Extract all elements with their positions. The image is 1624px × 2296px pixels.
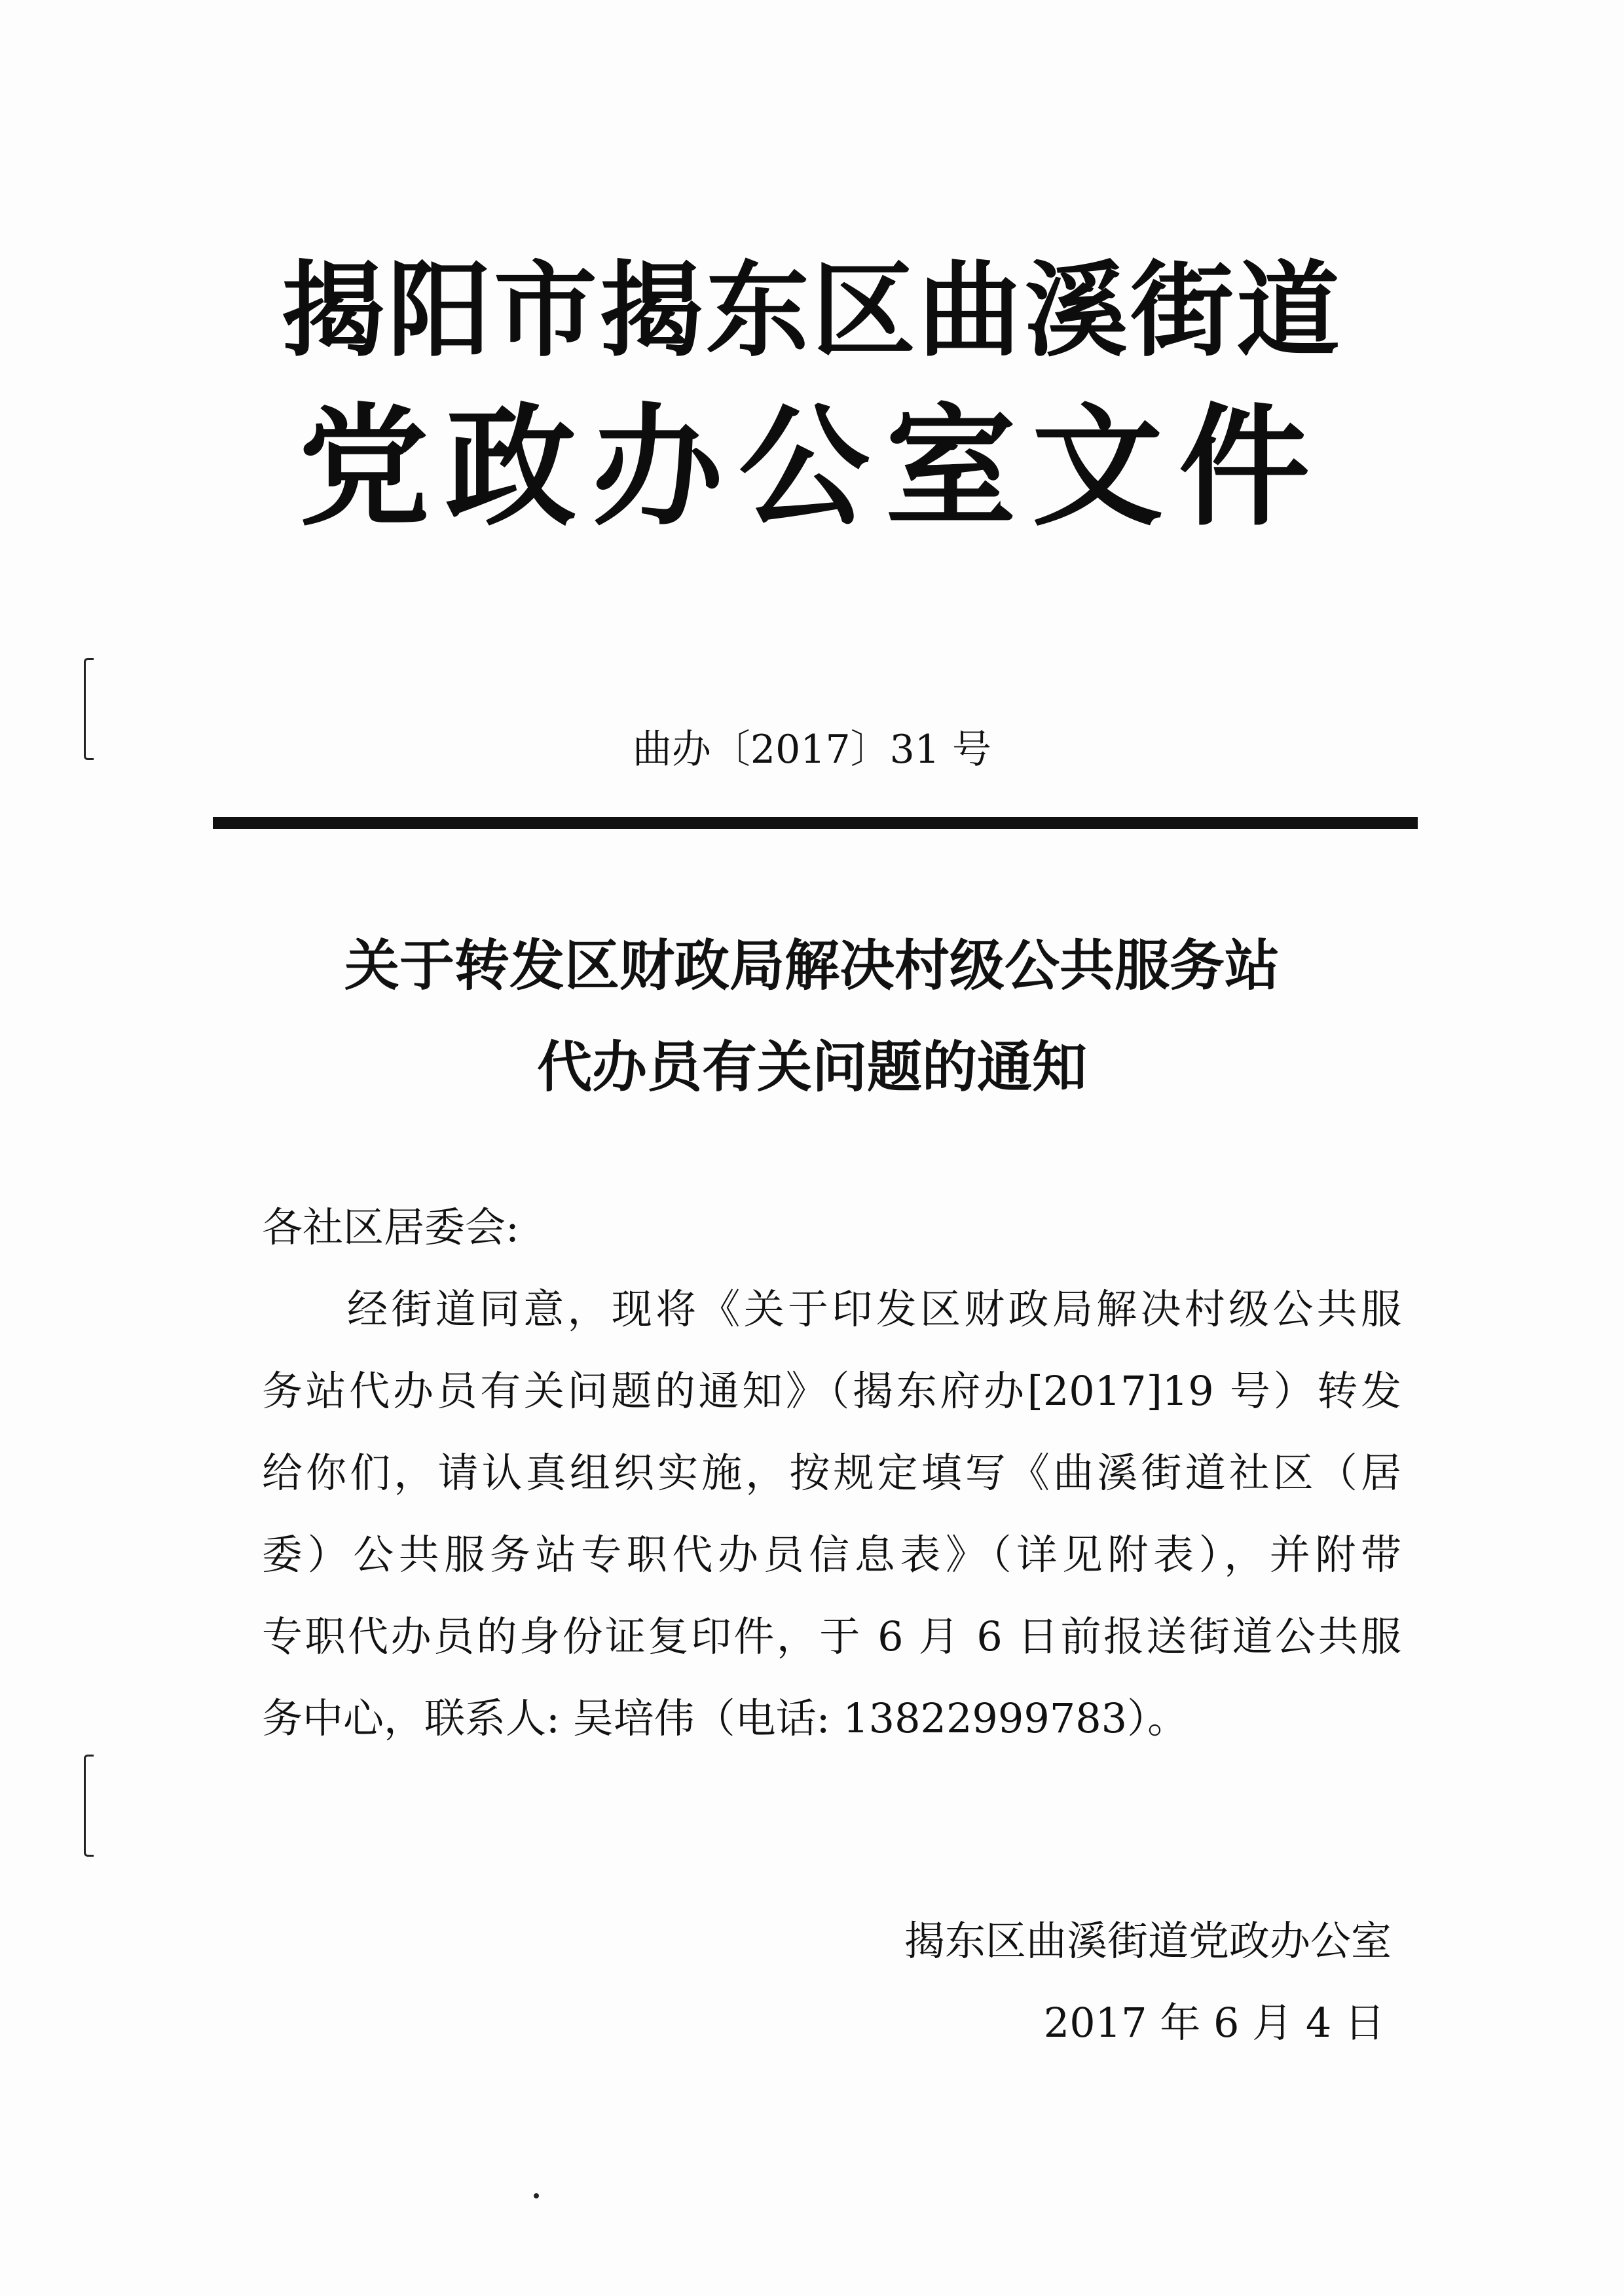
body-line: 专职代办员的身份证复印件，于 6 月 6 日前报送街道公共服 xyxy=(262,1613,1401,1660)
body-line: 务中心，联系人: 吴培伟（电话: 13822999783）。 xyxy=(262,1694,1189,1742)
body-line: 给你们，请认真组织实施，按规定填写《曲溪街道社区（居 xyxy=(262,1449,1401,1497)
document-number: 曲办〔2017〕31 号 xyxy=(632,727,992,773)
notice-title-line-2: 代办员有关问题的通知 xyxy=(536,1035,1087,1099)
salutation: 各社区居委会: xyxy=(262,1203,519,1251)
binding-mark xyxy=(84,1755,94,1857)
signature-date: 2017 年 6 月 4 日 xyxy=(1043,1999,1385,2047)
binding-mark xyxy=(84,658,94,760)
notice-title-line-1: 关于转发区财政局解决村级公共服务站 xyxy=(344,934,1280,998)
body-line: 委）公共服务站专职代办员信息表》（详见附表），并附带 xyxy=(262,1531,1401,1578)
signature-organization: 揭东区曲溪街道党政办公室 xyxy=(904,1917,1392,1965)
body-line: 务站代办员有关问题的通知》（揭东府办[2017]19 号）转发 xyxy=(262,1367,1401,1415)
separator-rule xyxy=(213,817,1418,829)
issuing-authority: 揭阳市揭东区曲溪街道 xyxy=(282,251,1342,371)
document-type-heading: 党政办公室文件 xyxy=(298,392,1325,544)
body-line: 经街道同意，现将《关于印发区财政局解决村级公共服 xyxy=(347,1285,1401,1333)
scan-speck xyxy=(534,2193,539,2198)
